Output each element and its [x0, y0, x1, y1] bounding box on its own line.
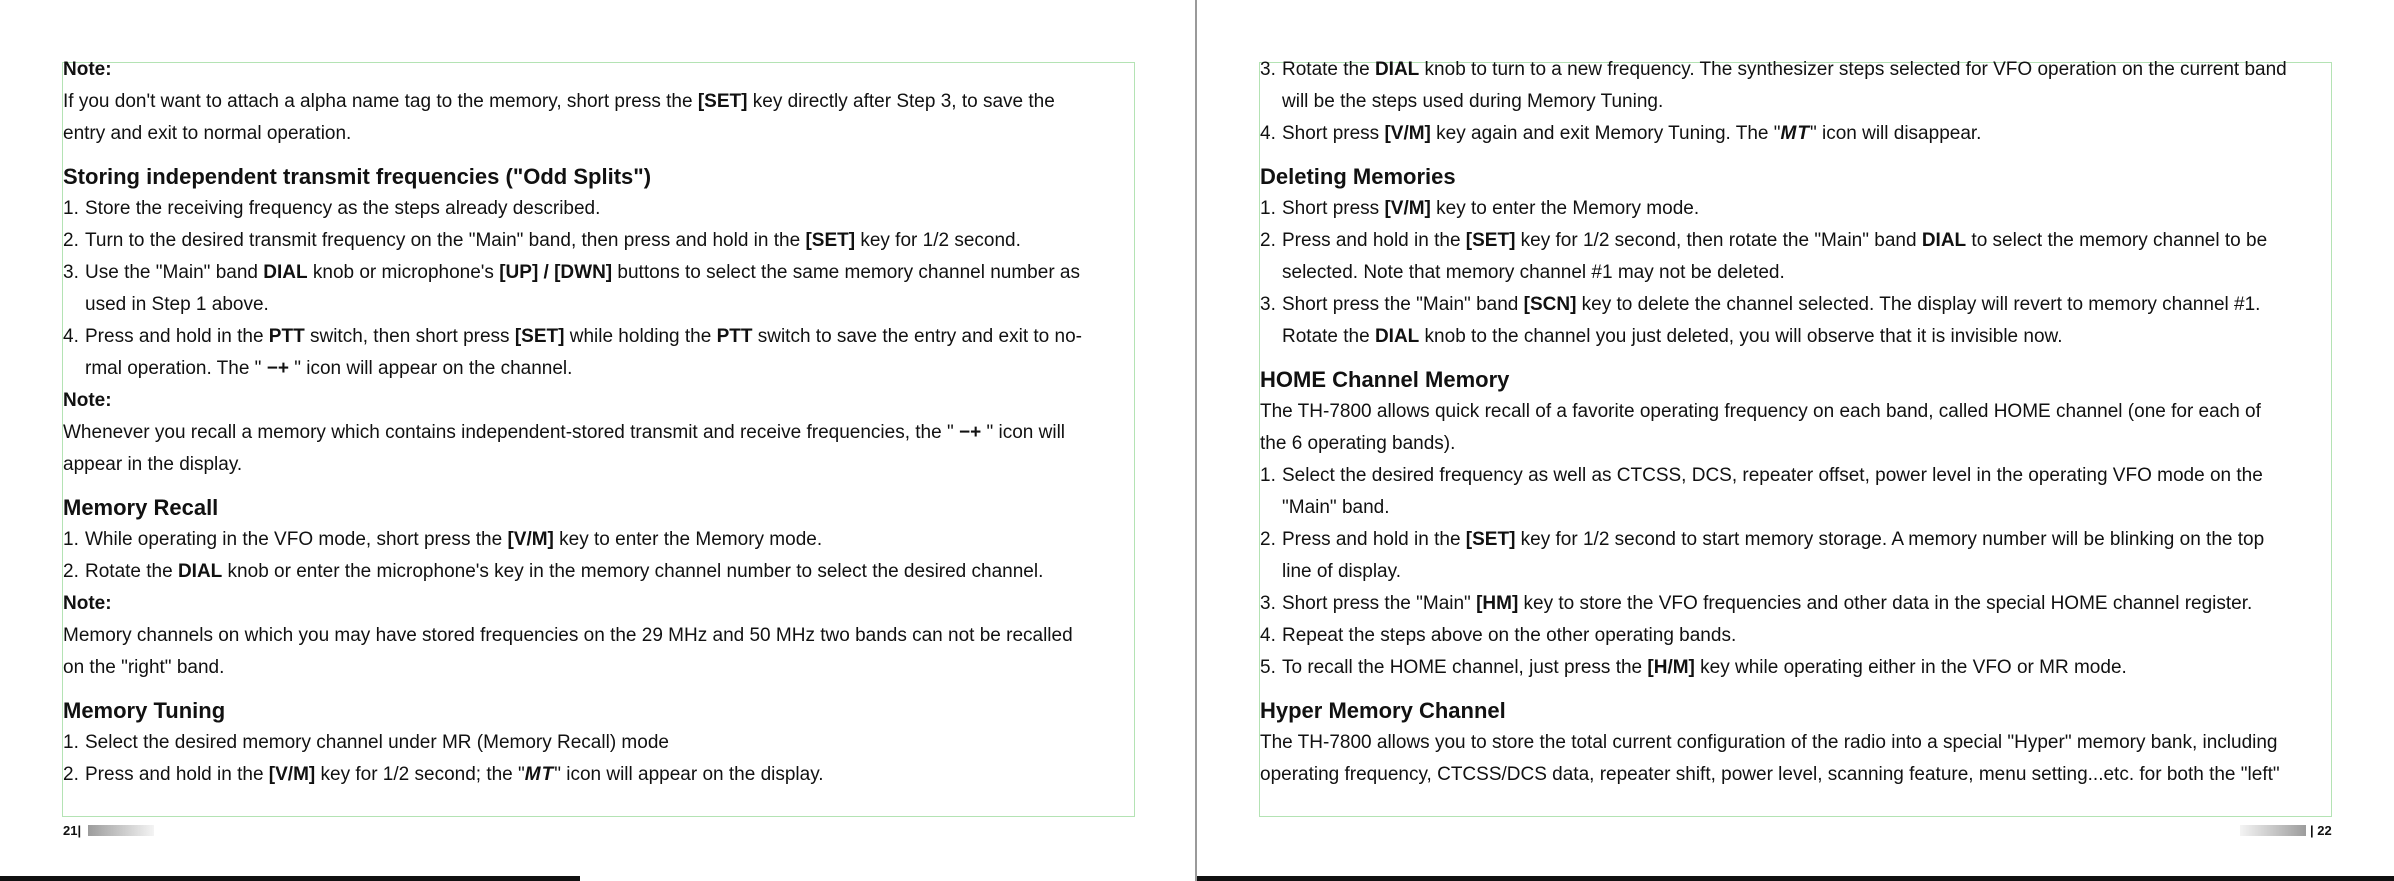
note-text: If you don't want to attach a alpha name tag to the memory, short press the [SET] key directly after Step 3, to save the: [63, 91, 1055, 112]
list-item: 3. Short press the "Main" band [SCN] key to delete the channel selected. The display will revert to memory channel #1. Rotate the DIAL knob to the channel you just deleted, you will observe that it is invisible now.: [1260, 294, 2261, 347]
list-item: 4. Press and hold in the PTT switch, then short press [SET] while holding the PTT switch to save the entry and exit to no- rmal operation. The " −+ " icon will appear on the channel.: [63, 326, 1082, 379]
memory-tuning-steps-cont: [1260, 54, 2350, 150]
bottom-edge-left: [0, 876, 580, 881]
note-text-cont: entry and exit to normal operation.: [63, 123, 352, 144]
list-item: 4. Repeat the steps above on the other operating bands.: [1260, 625, 1737, 646]
footer-gradient-bar: [88, 825, 154, 836]
paragraph: The TH-7800 allows you to store the total current configuration of the radio into a special "Hyper" memory bank, including: [1260, 732, 2278, 753]
section-heading-memory-tuning: Memory Tuning: [63, 698, 226, 723]
note-text-cont: appear in the display.: [63, 454, 243, 475]
list-item: 1. While operating in the VFO mode, short press the [V/M] key to enter the Memory mode.: [63, 529, 823, 550]
list-item: 2. Press and hold in the [SET] key for 1/2 second, then rotate the "Main" band DIAL to select the memory channel to be selected. Note that memory channel #1 may not be deleted.: [1260, 230, 2268, 283]
paragraph: the 6 operating bands).: [1260, 433, 1456, 454]
list-item: 3. Short press the "Main" [HM] key to store the VFO frequencies and other data in the special HOME channel register.: [1260, 593, 2253, 614]
note-label: Note:: [63, 59, 112, 80]
paragraph: The TH-7800 allows quick recall of a favorite operating frequency on each band, called HOME channel (one for each of: [1260, 401, 2261, 422]
bottom-edge-right: [1197, 876, 2394, 881]
split-icon: −+: [958, 422, 982, 443]
section-heading-odd-splits: Storing independent transmit frequencies ("Odd Splits"): [63, 164, 652, 189]
memory-tuning-steps: [63, 727, 1153, 791]
section-heading-memory-recall: Memory Recall: [63, 495, 219, 520]
page-21-content: [63, 54, 1153, 791]
list-item: 3. Rotate the DIAL knob to turn to a new frequency. The synthesizer steps selected for VFO operation on the current band will be the steps used during Memory Tuning.: [1260, 59, 2287, 112]
list-item: 1. Short press [V/M] key to enter the Memory mode.: [1260, 198, 1700, 219]
page-number: 21|: [63, 823, 82, 838]
home-steps: [1260, 460, 2350, 684]
list-item: 1. Store the receiving frequency as the steps already described.: [63, 198, 601, 219]
list-item: 5. To recall the HOME channel, just press the [H/M] key while operating either in the VFO or MR mode.: [1260, 657, 2127, 678]
note-text-cont: on the "right" band.: [63, 657, 225, 678]
page-number: | 22: [2310, 823, 2332, 838]
page-22-content: [1260, 54, 2350, 791]
split-icon: −+: [266, 358, 289, 379]
memory-recall-steps: [63, 524, 1153, 588]
list-item: 2. Turn to the desired transmit frequency on the "Main" band, then press and hold in the [SET] key for 1/2 second.: [63, 230, 1021, 251]
section-heading-deleting-memories: Deleting Memories: [1260, 164, 1456, 189]
list-item: 3. Use the "Main" band DIAL knob or microphone's [UP] / [DWN] buttons to select the same memory channel number as used in Step 1 above.: [63, 262, 1080, 315]
note-text: Whenever you recall a memory which contains independent-stored transmit and receive frequencies, the " −+ " icon will: [63, 422, 1066, 443]
mt-icon: MT: [1780, 123, 1810, 144]
list-item: 4. Short press [V/M] key again and exit Memory Tuning. The "MT" icon will disappear.: [1260, 123, 1982, 144]
note-label: Note:: [63, 593, 112, 614]
odd-splits-steps: [63, 193, 1153, 385]
list-item: 2. Rotate the DIAL knob or enter the microphone's key in the memory channel number to select the desired channel.: [63, 561, 1044, 582]
section-heading-hyper-memory: Hyper Memory Channel: [1260, 698, 1506, 723]
page-gutter: [1195, 0, 1197, 881]
paragraph: operating frequency, CTCSS/DCS data, repeater shift, power level, scanning feature, menu setting...etc. for both the "left": [1260, 764, 2280, 785]
deleting-steps: [1260, 193, 2350, 353]
section-heading-home-channel: HOME Channel Memory: [1260, 367, 1510, 392]
list-item: 1. Select the desired memory channel under MR (Memory Recall) mode: [63, 732, 669, 753]
mt-icon: MT: [524, 764, 555, 785]
list-item: 1. Select the desired frequency as well as CTCSS, DCS, repeater offset, power level in the operating VFO mode on the "Main" band.: [1260, 465, 2263, 518]
list-item: 2. Press and hold in the [V/M] key for 1/2 second; the "MT" icon will appear on the display.: [63, 764, 824, 785]
list-item: 2. Press and hold in the [SET] key for 1/2 second to start memory storage. A memory number will be blinking on the top line of display.: [1260, 529, 2265, 582]
note-text: Memory channels on which you may have stored frequencies on the 29 MHz and 50 MHz two bands can not be recalled: [63, 625, 1073, 646]
note-label: Note:: [63, 390, 112, 411]
footer-gradient-bar: [2240, 825, 2306, 836]
